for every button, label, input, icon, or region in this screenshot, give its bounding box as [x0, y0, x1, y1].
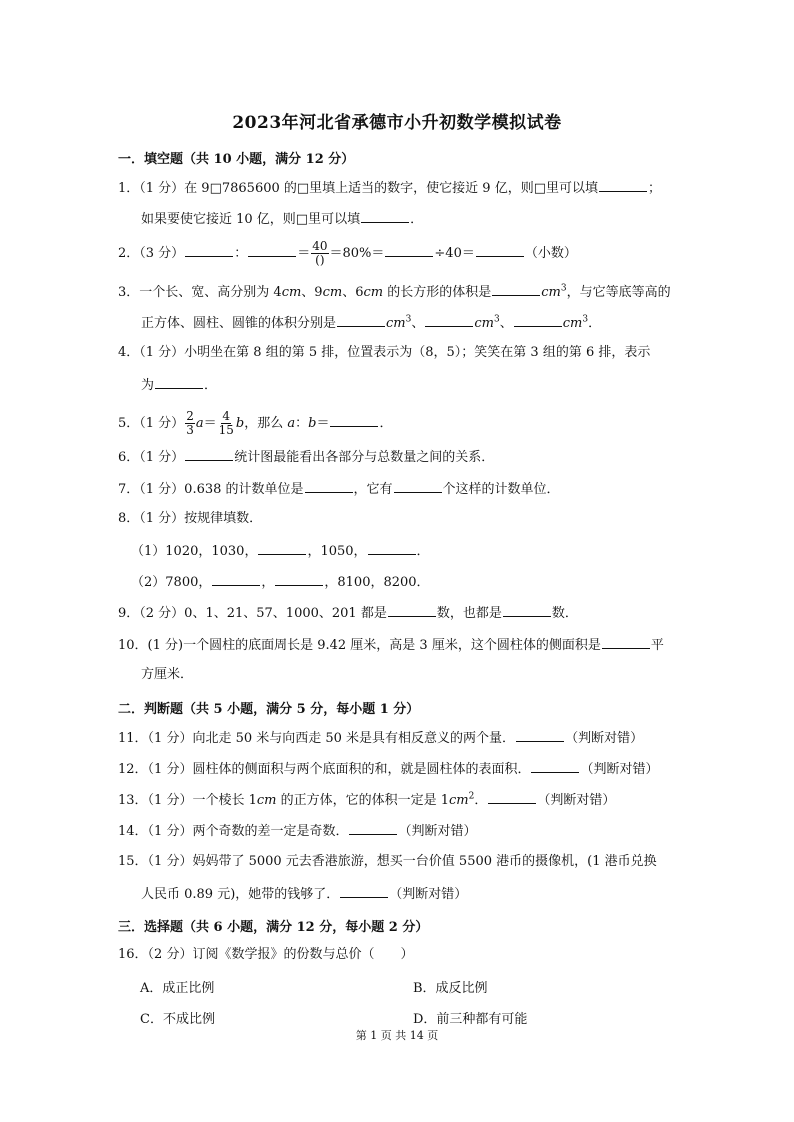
question-6: 6．（1 分） 统计图最能看出各部分与总数量之间的关系． [118, 446, 494, 468]
answer-blank[interactable] [514, 312, 562, 327]
question-12: 12．（1 分）圆柱体的侧面积与两个底面积的和，就是圆柱体的表面积． （判断对错） [118, 758, 658, 780]
question-11: 11．（1 分）向北走 50 米与向西走 50 米是具有相反意义的两个量． （判断对错） [118, 727, 643, 749]
answer-blank[interactable] [155, 374, 203, 389]
answer-blank[interactable] [368, 540, 416, 555]
question-8-part-1: （1）1020，1030， ，1050， ． [131, 540, 430, 562]
answer-blank[interactable] [185, 242, 233, 257]
question-16: 16．（2 分）订阅《数学报》的份数与总价（ ） [118, 947, 414, 962]
question-3-line-2: 正方体、圆柱、圆锥的体积分别是 $cm^3$、 $cm^3$、 $cm^3$． [141, 312, 601, 334]
question-2: 2．（3 分） ： ＝ $\frac{40}{()}$ ＝80%＝ ÷40＝ （小数） [118, 239, 577, 267]
question-14: 14．（1 分）两个奇数的差一定是奇数． （判断对错） [118, 820, 476, 842]
answer-blank[interactable] [340, 883, 388, 898]
answer-blank[interactable] [258, 540, 306, 555]
answer-blank[interactable] [503, 602, 551, 617]
fraction-four-fifteenths: $\frac{4}{15}$ [218, 409, 234, 437]
page-title: 2023年河北省承德市小升初数学模拟试卷 [232, 113, 562, 133]
question-10-line-2: 方厘米． [141, 667, 194, 682]
answer-blank[interactable] [492, 281, 540, 296]
question-4-line-2: 为 ． [141, 374, 217, 396]
option-a[interactable]: A．成正比例 [140, 981, 215, 996]
answer-blank[interactable] [349, 820, 397, 835]
answer-blank[interactable] [185, 446, 233, 461]
answer-blank[interactable] [531, 758, 579, 773]
question-13: 13．（1 分）一个棱长 1cm 的正方体，它的体积一定是 $1cm^2$． （判断对错） [118, 789, 615, 811]
answer-blank[interactable] [361, 208, 409, 223]
option-d[interactable]: D．前三种都有可能 [413, 1012, 528, 1027]
question-15-line-2: 人民币 0.89 元)，她带的钱够了． （判断对错） [141, 883, 467, 905]
section-heading-multiple-choice: 三．选择题（共 6 小题，满分 12 分，每小题 2 分） [118, 920, 429, 935]
option-b[interactable]: B．成反比例 [413, 981, 488, 996]
question-8: 8．（1 分）按规律填数． [118, 511, 263, 526]
answer-blank[interactable] [488, 789, 536, 804]
question-1-line-2: 如果要使它接近 10 亿，则□里可以填 ． [141, 208, 423, 230]
answer-blank[interactable] [599, 177, 647, 192]
answer-blank[interactable] [337, 312, 385, 327]
section-heading-fill-blank: 一．填空题（共 10 小题，满分 12 分） [118, 152, 355, 167]
question-9: 9．（2 分）0、1、21、57、1000、201 都是 数，也都是 数． [118, 602, 578, 624]
answer-blank[interactable] [516, 727, 564, 742]
option-c[interactable]: C．不成比例 [140, 1012, 215, 1027]
answer-blank[interactable] [602, 634, 650, 649]
question-8-part-2: （2）7800， ， ，8100，8200． [131, 571, 430, 593]
answer-blank[interactable] [305, 478, 353, 493]
answer-blank[interactable] [425, 312, 473, 327]
answer-blank[interactable] [330, 412, 378, 427]
answer-blank[interactable] [394, 478, 442, 493]
fraction-two-thirds: $\frac{2}{3}$ [186, 409, 194, 437]
answer-blank[interactable] [248, 242, 296, 257]
question-7: 7．（1 分）0.638 的计数单位是 ，它有 个这样的计数单位． [118, 478, 560, 500]
question-10-line-1: 10．(1 分)一个圆柱的底面周长是 9.42 厘米，高是 3 厘米，这个圆柱体的侧面积是 平 [118, 634, 664, 656]
question-1-line-1: 1．（1 分）在 9□7865600 的□里填上适当的数字，使它接近 9 亿，则□里可以填 ； [118, 177, 661, 199]
answer-blank[interactable] [388, 602, 436, 617]
answer-blank[interactable] [476, 242, 524, 257]
question-4-line-1: 4．（1 分）小明坐在第 8 组的第 5 排，位置表示为（8，5）；笑笑在第 3 组的第 6 排，表示 [118, 345, 651, 360]
question-15-line-1: 15．（1 分）妈妈带了 5000 元去香港旅游，想买一台价值 5500 港币的摄像机，(1 港币兑换 [118, 854, 657, 869]
question-5: 5．（1 分） $\frac{2}{3}$ a＝ $\frac{4}{15}$ b，那么 a：b＝ ． [118, 409, 393, 437]
section-heading-true-false: 二．判断题（共 5 小题，满分 5 分，每小题 1 分） [118, 702, 420, 717]
answer-blank[interactable] [275, 571, 323, 586]
answer-blank[interactable] [212, 571, 260, 586]
question-3-line-1: 3．一个长、宽、高分别为 4cm、9cm、6cm 的长方形的体积是 $cm^3$，与它等底等高的 [118, 281, 671, 303]
page-footer: 第 1 页 共 14 页 [355, 1029, 439, 1042]
answer-blank[interactable] [385, 242, 433, 257]
fraction-40-over-blank: $\frac{40}{()}$ [312, 239, 328, 267]
